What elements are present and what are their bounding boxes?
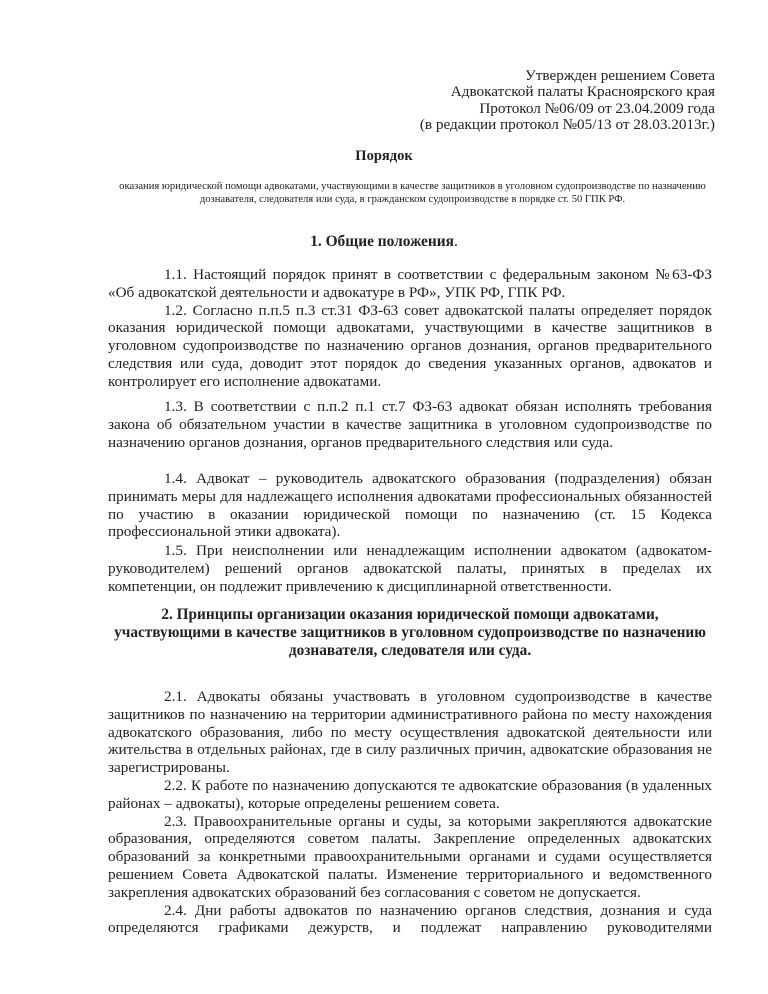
- section-1-heading-dot: .: [453, 233, 458, 250]
- document-subtitle: оказания юридической помощи адвокатами, участвующими в качестве защитников в уголовном судопроизводстве по назначению дознавателя, следователя или суда, в гражданском судопроизводстве в порядке ст. 50 ГПК РФ.: [119, 181, 706, 206]
- approval-block: [420, 68, 715, 134]
- paragraph-1-3-block: [108, 398, 712, 451]
- paragraph-1-1: 1.1. Настоящий порядок принят в соответствии с федеральным законом №63-ФЗ «Об адвокатской деятельности и адвокатуре в РФ», УПК РФ, ГПК РФ.: [108, 266, 712, 301]
- paragraph-2-4: 2.4. Дни работы адвокатов по назначению органов следствия, дознания и суда определяются графиками дежурств, и подлежат направлению руководителями: [108, 901, 712, 937]
- document-title: Порядок: [355, 148, 413, 164]
- section-1-heading-text: 1. Общие положения: [310, 233, 454, 250]
- paragraph-2-2: 2.2. К работе по назначению допускаются те адвокатские образования (в удаленных районах – адвокаты), которые определены решением совета.: [108, 776, 712, 812]
- approval-line: Адвокатской палаты Красноярского края: [450, 83, 715, 101]
- approval-line: (в редакции протокол №05/13 от 28.03.2013г.): [419, 116, 715, 134]
- section-2-heading: 2. Принципы организации оказания юридической помощи адвокатами, участвующими в качестве защитников в уголовном судопроизводстве по назначению дознавателя, следователя или суда.: [114, 606, 706, 659]
- paragraph-1-4-block: [108, 470, 712, 541]
- approval-line: Протокол №06/09 от 23.04.2009 года: [479, 99, 715, 117]
- paragraph-1-1-1-2: [108, 266, 712, 391]
- paragraph-2-1: 2.1. Адвокаты обязаны участвовать в уголовном судопроизводстве в качестве защитников по назначению на территории административного района по месту нахождения адвокатского образования, либо по месту осуществления адвокатской деятельности или жительства в отдельных районах, где в силу различных причин, адвокатские образования не зарегистрированы.: [108, 688, 712, 777]
- paragraph-2-3: 2.3. Правоохранительные органы и суды, за которыми закрепляются адвокатские образования, определяются советом палаты. Закрепление определенных адвокатских образований за конкретными правоохранительными органами и судами осуществляется решением Совета Адвокатской палаты. Изменение территориального и ведомственного закрепления адвокатских образований без согласования с советом не допускается.: [108, 812, 712, 901]
- approval-line: Утвержден решением Совета: [525, 67, 715, 84]
- paragraph-1-2: 1.2. Согласно п.п.5 п.3 ст.31 ФЗ-63 совет адвокатской палаты определяет порядок оказания юридической помощи адвокатами, участвующими в качестве защитников в уголовном судопроизводстве по назначению органов дознания, органов предварительного следствия или суда, доводит этот порядок до сведения указанных органов, адвокатов и контролирует его исполнение адвокатами.: [108, 301, 712, 390]
- paragraph-1-4: 1.4. Адвокат – руководитель адвокатского образования (подразделения) обязан принимать меры для надлежащего исполнения адвокатами профессиональных обязанностей по участию в оказании юридической помощи по назначению (ст. 15 Кодекса профессиональной этики адвоката).: [108, 470, 712, 541]
- section-1-heading: [0, 233, 768, 251]
- paragraph-1-5: 1.5. При неисполнении или ненадлежащим исполнении адвокатом (адвокатом-руководителем) решений органов адвокатской палаты, принятых в пределах их компетенции, он подлежит привлечению к дисциплинарной ответственности.: [108, 542, 712, 595]
- section-2-body: [108, 688, 712, 937]
- paragraph-1-3: 1.3. В соответствии с п.п.2 п.1 ст.7 ФЗ-63 адвокат обязан исполнять требования закона об обязательном участии в качестве защитника в уголовном судопроизводстве по назначению органов дознания, органов предварительного следствия или суда.: [108, 398, 712, 451]
- paragraph-1-5-block: [108, 542, 712, 595]
